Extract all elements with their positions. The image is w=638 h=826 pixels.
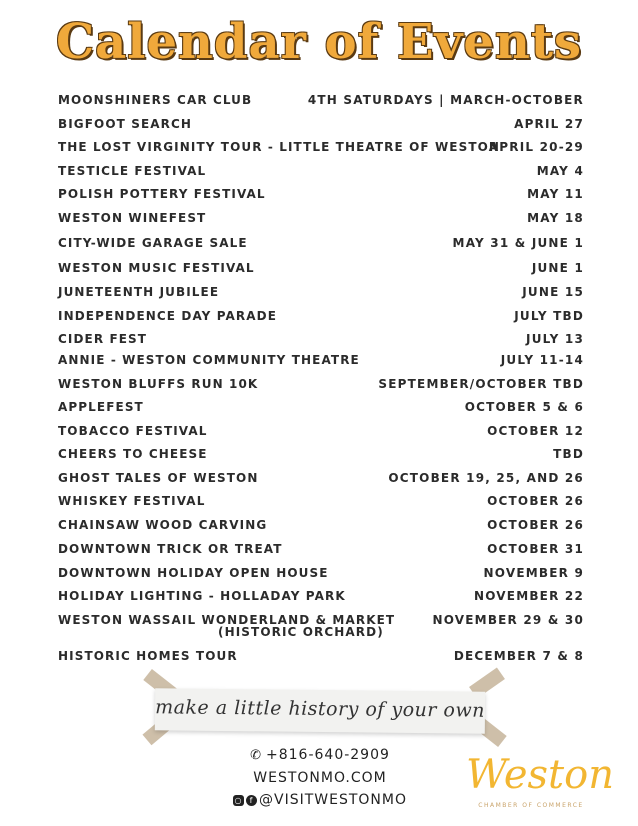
- event-subtitle: (HISTORIC ORCHARD): [218, 625, 384, 639]
- event-date: NOVEMBER 29 & 30: [432, 613, 584, 627]
- tagline-banner: [155, 688, 485, 733]
- contact-social[interactable]: [180, 792, 460, 808]
- event-name: GHOST TALES OF WESTON: [58, 471, 259, 485]
- website-text: WESTONMO.COM: [253, 770, 387, 786]
- event-date: TBD: [553, 447, 584, 461]
- tagline-text: make a little history of your own: [155, 696, 486, 722]
- event-date: NOVEMBER 9: [483, 566, 584, 580]
- event-name: WESTON MUSIC FESTIVAL: [58, 261, 255, 275]
- event-name: CITY-WIDE GARAGE SALE: [58, 236, 248, 250]
- logo-subtitle: CHAMBER OF COMMERCE: [478, 802, 584, 809]
- event-name: WESTON WASSAIL WONDERLAND & MARKET: [58, 613, 396, 627]
- event-date: MAY 18: [527, 211, 584, 225]
- event-name: DOWNTOWN HOLIDAY OPEN HOUSE: [58, 566, 329, 580]
- event-date: OCTOBER 31: [487, 542, 584, 556]
- event-date: APRIL 27: [514, 117, 584, 131]
- event-name: TOBACCO FESTIVAL: [58, 424, 208, 438]
- social-handle: @VISITWESTONMO: [259, 792, 407, 808]
- event-date: NOVEMBER 22: [473, 589, 584, 603]
- event-name: CHAINSAW WOOD CARVING: [58, 518, 268, 532]
- event-date: DECEMBER 7 & 8: [453, 649, 584, 663]
- event-date: JULY 11-14: [500, 353, 584, 367]
- event-date: MAY 4: [536, 164, 584, 178]
- event-date: SEPTEMBER/OCTOBER TBD: [378, 377, 584, 391]
- contact-phone[interactable]: [180, 747, 460, 763]
- weston-logo: [466, 752, 614, 812]
- phone-icon: ✆: [250, 748, 262, 763]
- event-date: JULY TBD: [514, 309, 584, 323]
- event-name: APPLEFEST: [58, 400, 144, 414]
- event-name: INDEPENDENCE DAY PARADE: [58, 309, 278, 323]
- phone-number: +816-640-2909: [266, 747, 390, 763]
- event-name: DOWNTOWN TRICK OR TREAT: [58, 542, 283, 556]
- event-date: OCTOBER 26: [487, 494, 584, 508]
- event-name: WHISKEY FESTIVAL: [58, 494, 206, 508]
- instagram-icon: ○: [234, 796, 243, 805]
- event-date: APRIL 20-29: [488, 140, 584, 154]
- event-date: OCTOBER 12: [487, 424, 584, 438]
- event-date: OCTOBER 5 & 6: [464, 400, 584, 414]
- event-name: WESTON BLUFFS RUN 10K: [58, 377, 259, 391]
- event-date: MAY 31 & JUNE 1: [452, 236, 584, 250]
- event-name: BIGFOOT SEARCH: [58, 117, 193, 131]
- event-name: ANNIE - WESTON COMMUNITY THEATRE: [58, 353, 360, 367]
- event-name: POLISH POTTERY FESTIVAL: [58, 187, 266, 201]
- event-name: TESTICLE FESTIVAL: [58, 164, 207, 178]
- event-name: THE LOST VIRGINITY TOUR - LITTLE THEATRE OF WESTON: [58, 140, 501, 154]
- event-date: OCTOBER 19, 25, AND 26: [388, 471, 584, 485]
- event-date: 4TH SATURDAYS | MARCH-OCTOBER: [307, 93, 584, 107]
- event-name: CIDER FEST: [58, 332, 148, 346]
- facebook-icon: f: [246, 795, 257, 806]
- event-name: JUNETEENTH JUBILEE: [58, 285, 220, 299]
- event-date: JUNE 15: [522, 285, 584, 299]
- event-name: CHEERS TO CHEESE: [58, 447, 208, 461]
- contact-website-link[interactable]: [180, 770, 460, 786]
- event-date: OCTOBER 26: [487, 518, 584, 532]
- event-name: HOLIDAY LIGHTING - HOLLADAY PARK: [58, 589, 346, 603]
- page-title: Calendar of Events: [55, 14, 583, 70]
- event-name: MOONSHINERS CAR CLUB: [58, 93, 253, 107]
- event-name: WESTON WINEFEST: [58, 211, 207, 225]
- logo-wordmark: Weston: [466, 752, 614, 798]
- event-date: MAY 11: [527, 187, 584, 201]
- event-date: JULY 13: [526, 332, 584, 346]
- event-name: HISTORIC HOMES TOUR: [58, 649, 238, 663]
- event-date: JUNE 1: [531, 261, 584, 275]
